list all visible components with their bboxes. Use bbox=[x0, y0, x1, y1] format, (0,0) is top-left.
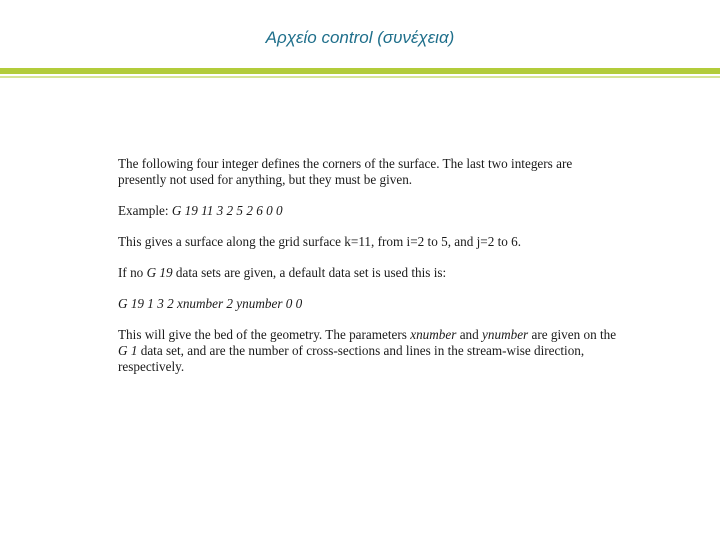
paragraph-default-dataset: G 19 1 3 2 xnumber 2 ynumber 0 0 bbox=[118, 296, 303, 311]
paragraph-bed bbox=[118, 327, 618, 375]
title-divider-thin-bar bbox=[0, 76, 720, 78]
param-xnumber: xnumber bbox=[410, 327, 457, 342]
title-divider-bar bbox=[0, 68, 720, 74]
paragraph-surface: This gives a surface along the grid surface k=11, from i=2 to 5, and j=2 to 6. bbox=[118, 234, 522, 249]
bed-text-g: data set, and are the number of cross-sections and lines in the stream-wise direction, respectively. bbox=[118, 343, 585, 374]
default-text-a: If no bbox=[118, 265, 147, 280]
paragraph-example bbox=[118, 203, 618, 219]
slide-title: Αρχείο control (συνέχεια) bbox=[265, 28, 455, 47]
slide-body bbox=[118, 156, 618, 390]
example-label: Example: bbox=[118, 203, 172, 218]
dataset-g1: G 1 bbox=[118, 343, 138, 358]
bed-text-e: are given on the bbox=[528, 327, 617, 342]
bed-text-c: and bbox=[456, 327, 483, 342]
paragraph-default bbox=[118, 265, 618, 281]
param-ynumber: ynumber bbox=[482, 327, 529, 342]
bed-text-a: This will give the bed of the geometry. The parameters bbox=[118, 327, 411, 342]
example-dataset: G 19 11 3 2 5 2 6 0 0 bbox=[171, 203, 283, 218]
paragraph-corners: The following four integer defines the corners of the surface. The last two integers are presently not used for anything, but they must be given. bbox=[118, 156, 573, 187]
default-text-c: data sets are given, a default data set is used this is: bbox=[172, 265, 447, 280]
default-dataset-name: G 19 bbox=[146, 265, 173, 280]
